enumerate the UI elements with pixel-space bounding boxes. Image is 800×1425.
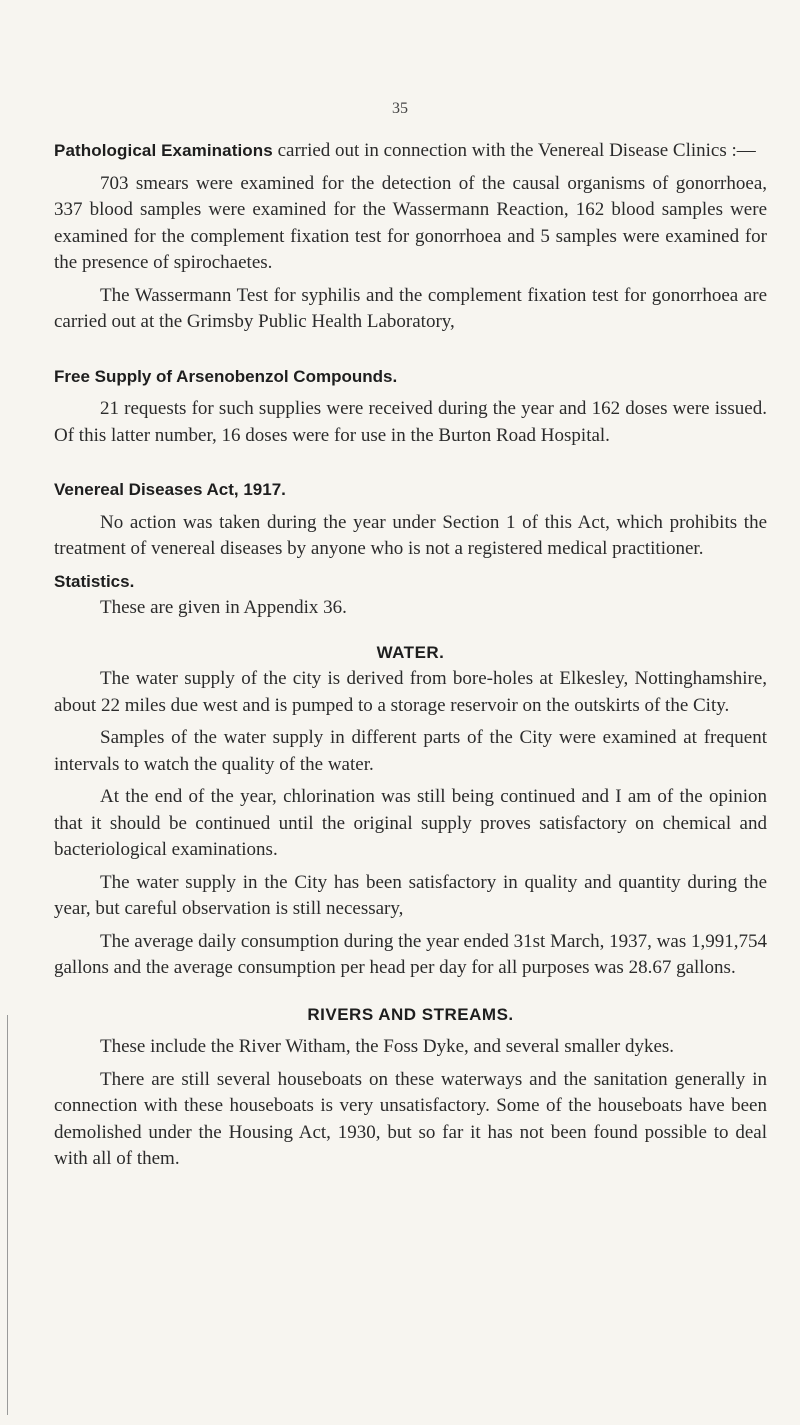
statistics-heading: Statistics. — [54, 571, 135, 591]
water-paragraph-2: Samples of the water supply in different parts of the City were examined at frequent intervals to watch the quality of the water. — [54, 727, 767, 775]
vd-act-heading: Venereal Diseases Act, 1917. — [54, 480, 286, 499]
water-paragraph-4: The water supply in the City has been satisfactory in quality and quantity during the year, but careful observation is still necessary, — [54, 871, 767, 919]
pathological-intro — [54, 138, 767, 165]
rivers-paragraph-1: These include the River Witham, the Foss Dyke, and several smaller dykes. — [100, 1036, 675, 1057]
water-paragraph-5: The average daily consumption during the year ended 31st March, 1937, was 1,991,754 gallons and the average consumption per head per day for all purposes was 28.67 gallons. — [54, 930, 767, 978]
page-content — [54, 138, 767, 1173]
water-paragraph-3: At the end of the year, chlorination was still being continued and I am of the opinion that it should be continued until the original supply proves satisfactory on chemical and bacteriological examinations. — [54, 786, 767, 860]
arsenobenzol-heading: Free Supply of Arsenobenzol Compounds. — [54, 366, 398, 386]
pathological-heading: Pathological Examinations — [54, 141, 273, 160]
water-heading: WATER. — [376, 642, 445, 662]
pathological-heading-tail: carried out in connection with the Venereal Disease Clinics :— — [272, 140, 756, 161]
water-paragraph-1: The water supply of the city is derived from bore-holes at Elkesley, Nottinghamshire, about 22 miles due west and is pumped to a storage reservoir on the outskirts of the City. — [54, 668, 767, 716]
pathological-paragraph-1: 703 smears were examined for the detection of the causal organisms of gonorrhoea, 337 blood samples were examined for the Wassermann Reaction, 162 blood samples were examined for the complement fixation test for gonorrhoea and 5 samples were examined for the presence of spirochaetes. — [54, 172, 767, 273]
page-number: 35 — [392, 100, 408, 117]
vd-act-paragraph-1: No action was taken during the year under Section 1 of this Act, which prohibits the treatment of venereal diseases by anyone who is not a registered medical practitioner. — [54, 511, 767, 559]
pathological-paragraph-2: The Wassermann Test for syphilis and the complement fixation test for gonorrhoea are carried out at the Grimsby Public Health Laboratory, — [54, 284, 767, 332]
arsenobenzol-paragraph-1: 21 requests for such supplies were received during the year and 162 doses were issued. Of this latter number, 16 doses were for use in the Burton Road Hospital. — [54, 398, 767, 446]
rivers-paragraph-2: There are still several houseboats on these waterways and the sanitation generally in connection with these houseboats is very unsatisfactory. Some of the houseboats have been demolished under the Housing Act, 1930, but so far it has not been found possible to deal with all of them. — [54, 1068, 767, 1169]
rivers-heading: RIVERS AND STREAMS. — [307, 1004, 514, 1024]
statistics-paragraph-1: These are given in Appendix 36. — [100, 597, 347, 618]
page-edge-line — [7, 1015, 8, 1415]
